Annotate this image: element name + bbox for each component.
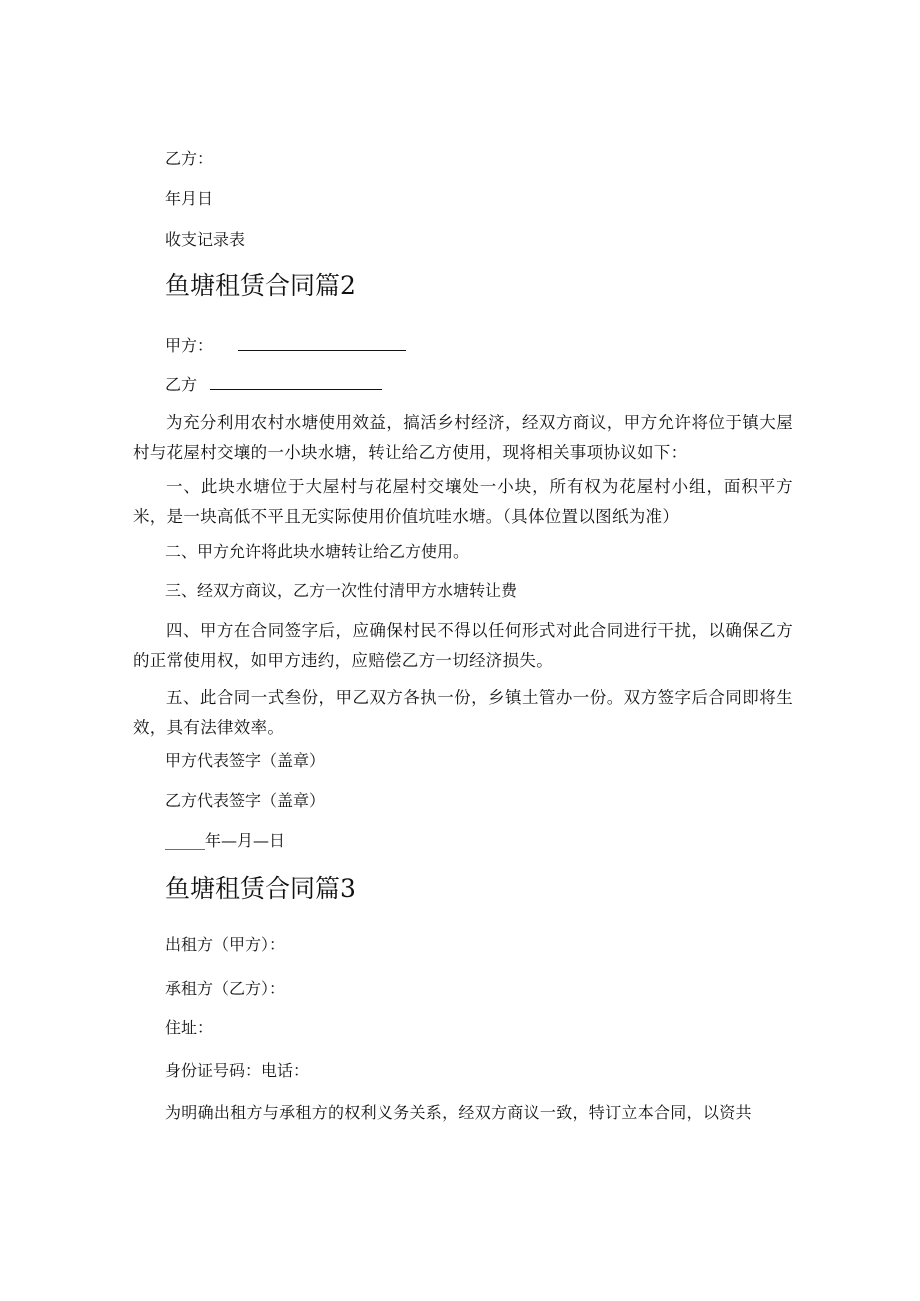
- clause-5: 五、此合同一式叁份，甲乙双方各执一份，乡镇土管办一份。双方签字后合同即将生效，具有法律效率。: [133, 688, 793, 737]
- jia-fang-label: 甲方：: [165, 336, 214, 355]
- address-line: 住址：: [165, 1018, 214, 1037]
- yi-fang-line: 乙方：: [165, 149, 214, 168]
- ledger-title: 收支记录表: [165, 230, 246, 249]
- intro-paragraph-3: 为明确出租方与承租方的权利义务关系，经双方商议一致，特订立本合同，以资共: [165, 1103, 752, 1122]
- clause-4: 四、甲方在合同签字后，应确保村民不得以任何形式对此合同进行干扰，以确保乙方的正常使用权，如甲方违约，应赔偿乙方一切经济损失。: [133, 621, 793, 670]
- intro-paragraph: 为充分利用农村水塘使用效益，搞活乡村经济，经双方商议，甲方允许将位于镇大屋村与花屋村交壤的一小块水塘，转让给乙方使用，现将相关事项协议如下：: [133, 413, 793, 462]
- lessee-line: 承租方（乙方）：: [165, 979, 286, 998]
- jia-fang-row: [165, 334, 406, 357]
- yi-fang-label: 乙方: [165, 375, 198, 394]
- yi-fang-blank: [210, 373, 382, 390]
- date-line-top: 年月日: [165, 189, 214, 208]
- clause-2: 二、甲方允许将此块水塘转让给乙方使用。: [165, 542, 470, 561]
- yi-fang-row: [165, 373, 382, 396]
- yi-sign-line: 乙方代表签字（盖章）: [165, 791, 326, 810]
- section-heading-2: 鱼塘租赁合同篇2: [165, 271, 356, 300]
- jia-fang-blank: [238, 334, 406, 351]
- section-heading-3: 鱼塘租赁合同篇3: [165, 874, 356, 903]
- clause-3: 三、经双方商议，乙方一次性付清甲方水塘转让费: [165, 581, 518, 600]
- lessor-line: 出租方（甲方）：: [165, 935, 286, 954]
- id-phone-line: 身份证号码：电话：: [165, 1061, 310, 1080]
- jia-sign-line: 甲方代表签字（盖章）: [165, 751, 326, 770]
- clause-1: 一、此块水塘位于大屋村与花屋村交壤处一小块，所有权为花屋村小组，面积平方米，是一块高低不平且无实际使用价值坑哇水塘。（具体位置以图纸为准）: [133, 477, 793, 526]
- signing-date-line: _____年—月—日: [165, 831, 286, 850]
